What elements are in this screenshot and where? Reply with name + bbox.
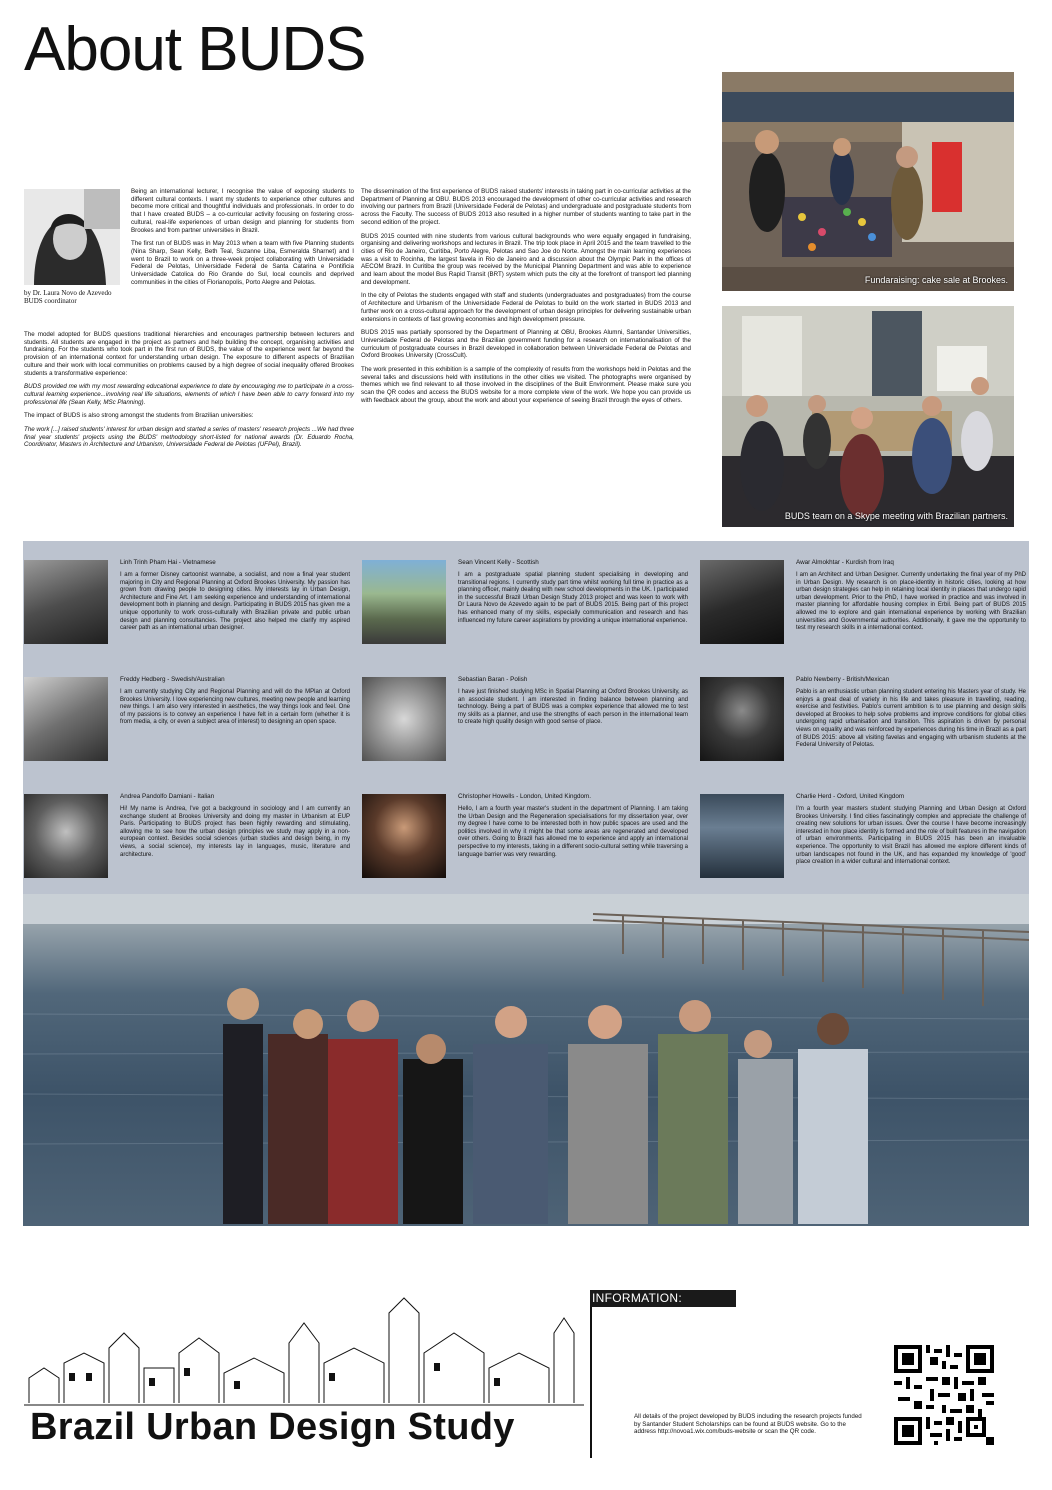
middle-paragraph-4: BUDS 2015 was partially sponsored by the Department of Planning at OBU, Brookes Alumni, Santander Universities, Universidade Federal de Pelotas and the Brazilian government funding for a research on internationalisation of the curriculum of postgraduate courses in Brazil developed in collaboration between Universidade Federal de Pelotas and Oxford Brookes University (CrossCult). — [361, 329, 691, 360]
middle-paragraph-2: BUDS 2015 counted with nine students from various cultural backgrounds who were equally engaged in fundraising, organising and delivering workshops and lectures in Brazil. The trip took place in April 2015 and the team travelled to the cities of Rio de Janeiro, Curitiba, Porto Alegre, Pelotas and Sao Joe do Norte. Amongst the main learning experiences was a visit to Rocinha, the largest favela in Rio de Janeiro and a discussion about the Olympic Park in the offices of AECOM Brazil. In Curitiba the group was received by the Municipal Planning Department and was able to experience and learn about the model Bus Rapid Transit (BRT) system which puts the city at the forefront of transport led planning and development. — [361, 232, 691, 286]
info-divider — [590, 1290, 592, 1458]
profile-name: Linh Trinh Pham Hai - Vietnamese — [120, 559, 216, 566]
skype-meeting-caption: BUDS team on a Skype meeting with Brazilian partners. — [784, 511, 1008, 521]
cake-sale-caption: Fundaraising: cake sale at Brookes. — [864, 275, 1008, 285]
middle-paragraph-3: In the city of Pelotas the students engaged with staff and students (undergraduates and postgraduates) from the course of Architecture and Urbanism of the Universidade Federal de Pelotas to build on the work started in BUDS 2013 and further work on a cross-cultural approach for the development of urban design principles for delivering sustainable urban extensions in contexts of fast growing economies and high development pressure. — [361, 292, 691, 323]
author-caption: by Dr. Laura Novo de Azevedo BUDS coordinator — [24, 289, 112, 305]
profile-bio: I am currently studying City and Regional Planning and will do the MPlan at Oxford Brookes University. I love experiencing new cultures, meeting new people and learning new things. I am also very interested in aesthetics, the way things look and feel. One of my passions is to convey an experience I have felt in a certain form (whether it is from media, a city, or even a subject area of interest) to designing an open space. — [120, 689, 351, 726]
profile-photo — [700, 677, 784, 761]
page-title: About BUDS — [24, 15, 366, 84]
profile-name: Andrea Pandolfo Damiani - Italian — [120, 793, 215, 800]
cake-sale-photo — [722, 72, 1014, 291]
profile-photo — [362, 677, 446, 761]
author-portrait — [24, 189, 120, 285]
intro-text-bottom — [24, 331, 354, 455]
left-quote-2: The work [...] raised students' interest for urban design and started a series of masters' research projects ...We had three final year students' projects using the BUDS' methodology short-listed for national awards (Dr. Eduardo Rocha, Coordinator, Masters in Architecture and Urbanism, Universidade Federal de Pelotas (UFPel), Brazil). — [24, 426, 355, 449]
profile-bio: I am a postgraduate spatial planning student specialising in developing and transitional regions. I currently study part time whilst working full time in practice as a planning officer, mainly dealing with new school developments in the UK. I participated in the successful Brazil Urban Design Study 2013 project and was keen to work with Dr Laura Novo de Azevedo again to be part of BUDS 2015. Being part of this project has enhanced many of my skills, especially communication and research and has influenced my future career aspirations by providing a unique international experience. — [458, 572, 688, 624]
profile-card — [362, 560, 687, 680]
qr-code[interactable] — [894, 1345, 994, 1445]
brand-title: Brazil Urban Design Study — [30, 1406, 515, 1448]
profile-card — [362, 677, 687, 797]
profile-bio: I have just finished studying MSc in Spatial Planning at Oxford Brookes University, as an associate student. I am interested in finding balance between planning and technology. Being a part of BUDS was a complex experience that allowed me to test my skills as a planner, and use the strengths of each person in the international team to create high quality design with good sense of place. — [458, 689, 688, 726]
left-paragraph-5: The impact of BUDS is also strong amongst the students from Brazilian universities: — [24, 412, 254, 420]
left-paragraph-1: Being an international lecturer, I recognise the value of exposing students to different cultural contexts. I want my students to experience other cultures and become more critical and thoughtful individuals and professionals. In order to do that I have created BUDS – a co-curricular activity focusing on fostering cross-cultural, real-life experiences of urban design and planning for students from Brookes and from partner universities in Brazil. — [131, 188, 354, 234]
profile-name: Freddy Hedberg - Swedish/Australian — [120, 676, 225, 683]
intro-text-top — [131, 188, 354, 292]
group-photo — [23, 894, 1029, 1226]
profile-bio: I am an Architect and Urban Designer. Currently undertaking the final year of my PhD in Urban Design. My research is on place-identity in historic cities, looking at how urban design strategies can help in retaining local identity in places that undergo rapid urban development. Prior to the PhD, I have worked in practice and was involved in master planning for affordable housing complex in Erbil. Being part of BUDS 2015 allowed me to explore and gain international experience by working with Brazilian universities and Governmental authorities. Additionally, it gave me the opportunity to test my research skills in a international context. — [796, 572, 1026, 632]
info-label: INFORMATION: — [590, 1290, 736, 1307]
left-quote-1: BUDS provided me with my most rewarding educational experience to date by encouraging me to participate in a cross-cultural learning experience...involving real life situations, elements of which I have been able to carry forward into my professional life (Sean Kelly, MSc Planning). — [24, 383, 354, 406]
profile-name: Charlie Herd - Oxford, United Kingdom — [796, 793, 905, 800]
info-text: All details of the project developed by BUDS including the research projects funded by Santander Student Scholarships can be found at BUDS website. Go to the address http://novoa1.wix.com/buds-website or scan the QR code. — [634, 1413, 862, 1436]
left-paragraph-2: The first run of BUDS was in May 2013 when a team with five Planning students (Nina Sharp, Sean Kelly, Beth Teal, Suzanne Liba, Esmeralda Sharnet) and I went to Brazil to work on a three-week project collaborating with Universidade Federal de Pelotas, Universidade Federal de Santa Catarina e Pontificia Universidade Catolica do Rio Grande do Sul, local councils and deprived communities in the cities of Florianopolis, Porto Alegre and Pelotas. — [131, 240, 354, 286]
middle-column-text — [361, 188, 691, 411]
skype-meeting-photo — [722, 306, 1014, 527]
profile-photo — [24, 794, 108, 878]
profile-card — [700, 560, 1025, 680]
middle-paragraph-1: The dissemination of the first experience of BUDS raised students' interests in taking part in co-curricular activities at the Department of Planning at OBU. BUDS 2013 encouraged the development of other co-curricular activities and research involving our partners from Brazil (Universidade Federal de Pelotas) and undergraduate and postgraduate students from across the Faculty. The success of BUDS 2013 also resulted in a higher number of students wanting to take part in the second edition of the project. — [361, 188, 691, 226]
profile-bio: Hi! My name is Andrea, I've got a background in sociology and I am currently an exchange student at Brookes University and doing my master in Urbanism at EUP Paris. Participating to BUDS project has been highly rewarding and stimulating, allowing me to see how the urban design principles we study may apply in a non-european context. Besides social sciences (urban studies and design being, in my views, a social science), my interests lay in languages, music, literature and architecture. — [120, 806, 350, 858]
profile-name: Christopher Howells - London, United Kingdom. — [458, 793, 592, 800]
profile-bio: I am a former Disney cartoonist wannabe, a socialist, and now a final year student majoring in City and Regional Planning at Oxford Brookes University. My passion has grown from drawing people to designing cities. My interests lay in Urban Design, Architecture and Fine Art. I am seeking experience and understanding of international development both in planning and design. Participating in BUDS 2015 has given me a unique opportunity to work cross-culturally with Brazilian private and public urban design and planning consultancies. The project also helped me clarify my aspired career path as an international urban designer. — [120, 572, 350, 632]
profile-photo — [362, 794, 446, 878]
profile-bio: I'm a fourth year masters student studying Planning and Urban Design at Oxford Brookes University. I find cities fascinatingly complex and appreciate the challenge of creating new solutions for urban issues. Over the course I have become increasingly interested in how place identity is formed and the role of built features in the navigation of urban environments. Participating in BUDS 2015 has been an invaluable experience. The opportunity to visit Brazil has allowed me explore different kinds of urban landscapes not found in the UK, and has expanded my knowledge of 'good' place creation in a wider cultural and international context. — [796, 806, 1026, 866]
profile-card — [700, 677, 1025, 797]
middle-paragraph-5: The work presented in this exhibition is a sample of the complexity of results from the workshops held in Pelotas and the several talks and discussions held with institutions in the other cities we visited. The photographs were organised by themes which we find relevant to all those involved in the disciplines of the Built Environment. Please make sure you scan the QR codes and access the BUDS website for a more complete view of the work. We hope you can provide us with feedback about the group, about the work and about your experience of seeing Brazil through the eyes of others. — [361, 366, 691, 404]
profile-bio: Hello, I am a fourth year master's student in the department of Planning. I am taking the Urban Design and the Regeneration specialisations for my dissertation year, over my degree I have come to be interested both in how public spaces are used and the politics involved in why it might be that some areas are regenerated and developed over others. Going to Brazil has allowed me to experience and apply an international perspective to my interests, taking in a different socio-cultural setting while traversing a language barrier was very rewarding. — [458, 806, 688, 858]
profile-photo — [24, 677, 108, 761]
profile-name: Sebastian Baran - Polish — [458, 676, 528, 683]
profile-name: Awar Almokhtar - Kurdish from Iraq — [796, 559, 894, 566]
city-skyline-drawing — [24, 1293, 584, 1411]
profile-card — [24, 560, 349, 680]
profile-photo — [362, 560, 446, 644]
profile-photo — [24, 560, 108, 644]
profile-card — [24, 677, 349, 797]
profile-name: Pablo Newberry - British/Mexican — [796, 676, 890, 683]
profile-bio: Pablo is an enthusiastic urban planning student entering his Masters year of study. He enjoys a great deal of variety in his life and takes pleasure in travelling, reading, exercise and festivities. Pablo's current ambition is to use planning and design skills developed at Brookes to help solve problems and improve conditions for global cities undergoing rapid urbanisation and transition. This aspiration is driven by personal views on equality and was reinforced by experiences during his time in Brazil as a part of BUDS 2015: above all visiting favelas and engaging with urbanism students at the Federal University of Pelotas. — [796, 689, 1026, 749]
profile-photo — [700, 560, 784, 644]
left-paragraph-3: The model adopted for BUDS questions traditional hierarchies and encourages partnership between lecturers and students. All students are engaged in the project as partners and help building the concept, organising activities and fundraising. For the students who took part in the first run of BUDS, the value of the experience went far beyond the provision of an international context for understanding urban design. The exposure to different aspects of Brazilian culture and their work with local communities on problems caused by a high degree of social inequality offered Brookes students a transformative experience: — [24, 331, 354, 377]
profile-name: Sean Vincent Kelly - Scottish — [458, 559, 539, 566]
profile-photo — [700, 794, 784, 878]
